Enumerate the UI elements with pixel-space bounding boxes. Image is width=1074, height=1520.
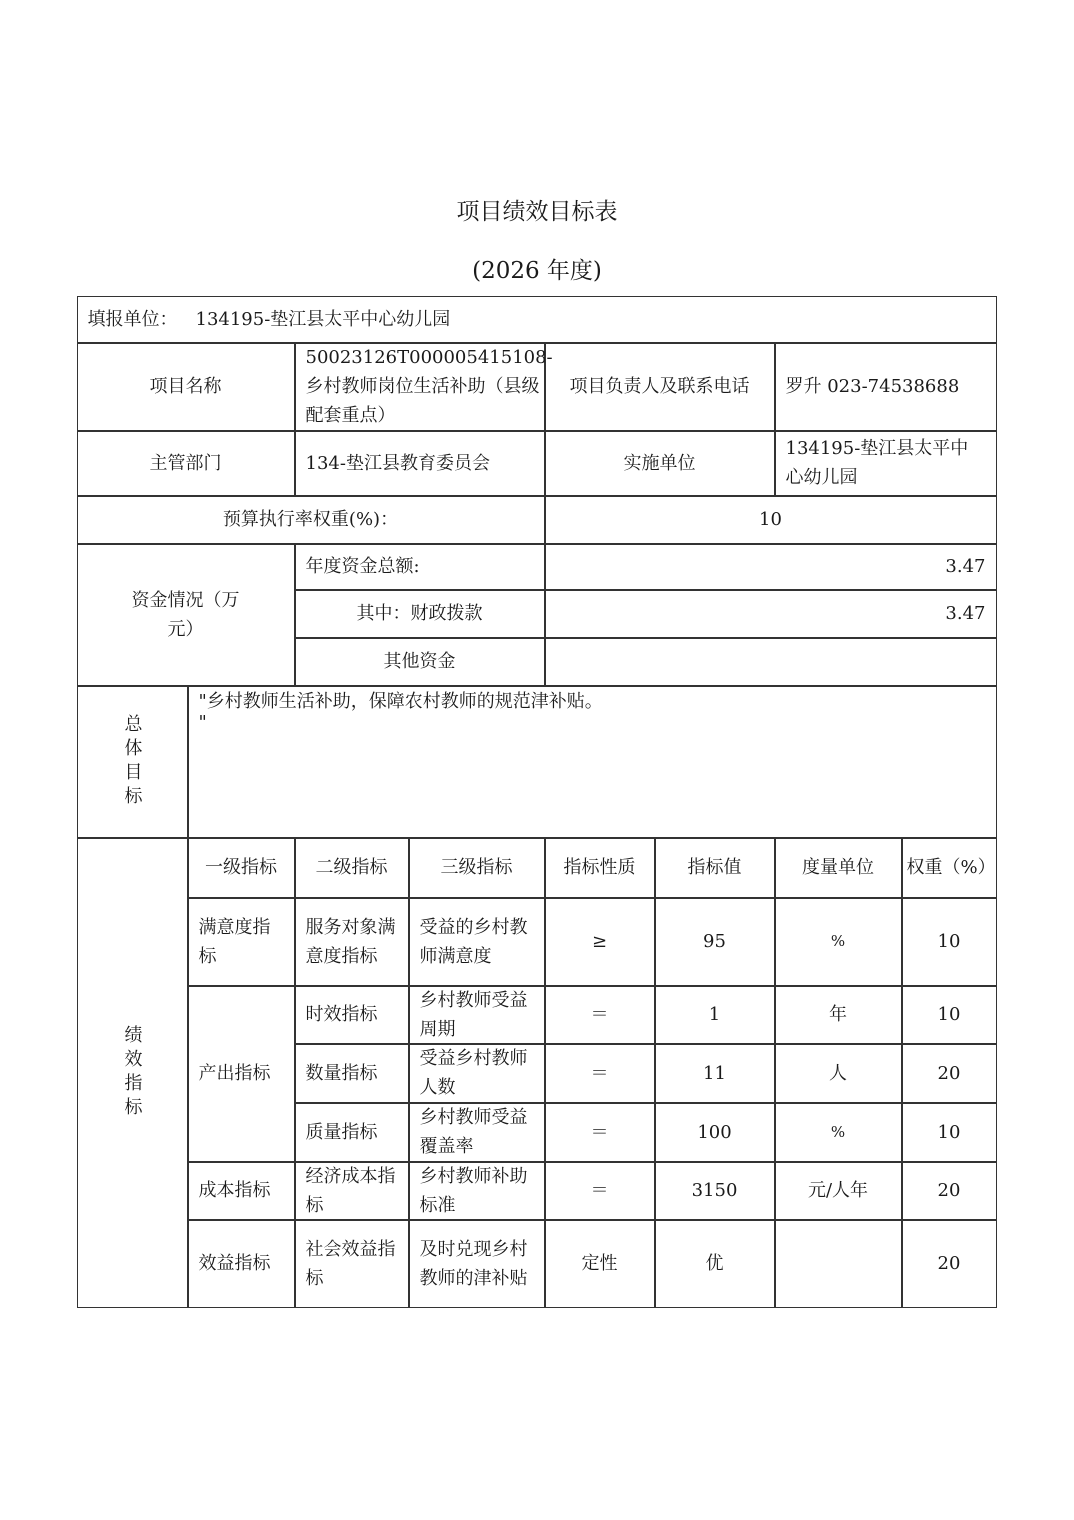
perf-row-unit <box>775 1220 902 1308</box>
dept-value: 134-垫江县教育委员会 <box>295 431 545 496</box>
goal-text: "乡村教师生活补助，保障农村教师的规范津补贴。 " <box>188 686 997 838</box>
perf-header-l3: 三级指标 <box>409 838 545 898</box>
goal-label <box>77 686 188 838</box>
perf-header-l1: 一级指标 <box>188 838 295 898</box>
funds-other-label: 其他资金 <box>295 638 545 686</box>
perf-label <box>77 838 188 1308</box>
dept-label: 主管部门 <box>77 431 295 496</box>
perf-row-value: 100 <box>655 1103 775 1162</box>
perf-row-weight: 10 <box>902 1103 997 1162</box>
perf-row-l2: 数量指标 <box>295 1044 409 1103</box>
perf-row-l1: 满意度指标 <box>188 898 295 986</box>
perf-row-unit: 年 <box>775 986 902 1044</box>
perf-row-value: 3150 <box>655 1162 775 1220</box>
impl-unit-label: 实施单位 <box>545 431 775 496</box>
perf-group-output: 产出指标 <box>188 986 295 1162</box>
funds-fiscal-label: 其中：财政拨款 <box>295 590 545 638</box>
project-name-label: 项目名称 <box>77 343 295 431</box>
perf-header-l2: 二级指标 <box>295 838 409 898</box>
goal-label-text: 总体目标 <box>121 713 143 810</box>
perf-row-value: 优 <box>655 1220 775 1308</box>
perf-row-l3: 受益乡村教师人数 <box>409 1044 545 1103</box>
funds-total-label: 年度资金总额: <box>295 544 545 590</box>
filler-row <box>77 296 997 343</box>
perf-row-l3: 受益的乡村教师满意度 <box>409 898 545 986</box>
perf-row-l1: 效益指标 <box>188 1220 295 1308</box>
perf-row-value: 95 <box>655 898 775 986</box>
page-title: 项目绩效目标表 <box>456 199 618 225</box>
performance-table <box>77 296 997 1308</box>
funds-total-value: 3.47 <box>545 544 997 590</box>
perf-row-unit: 人 <box>775 1044 902 1103</box>
perf-header-value: 指标值 <box>655 838 775 898</box>
perf-row-l2: 服务对象满意度指标 <box>295 898 409 986</box>
perf-row-weight: 20 <box>902 1220 997 1308</box>
perf-row-weight: 20 <box>902 1162 997 1220</box>
perf-row-l2: 时效指标 <box>295 986 409 1044</box>
perf-header-weight: 权重（%） <box>902 838 997 898</box>
page-subtitle-year: (2026 年度) <box>472 258 602 284</box>
perf-row-nature: ＝ <box>545 1103 655 1162</box>
perf-row-unit: % <box>775 898 902 986</box>
perf-row-value: 1 <box>655 986 775 1044</box>
project-contact-label: 项目负责人及联系电话 <box>545 343 775 431</box>
perf-row-nature: ＝ <box>545 1162 655 1220</box>
funds-label: 资金情况（万元） <box>77 544 295 686</box>
perf-row-nature: ＝ <box>545 986 655 1044</box>
perf-row-nature: 定性 <box>545 1220 655 1308</box>
project-name-value: 50023126T000005415108-乡村教师岗位生活补助（县级配套重点） <box>295 343 545 431</box>
perf-row-value: 11 <box>655 1044 775 1103</box>
budget-weight-value: 10 <box>545 496 997 544</box>
perf-row-l3: 乡村教师补助标准 <box>409 1162 545 1220</box>
perf-label-text: 绩效指标 <box>121 1024 143 1121</box>
budget-weight-label: 预算执行率权重(%)： <box>77 496 545 544</box>
perf-row-nature: ＝ <box>545 1044 655 1103</box>
filler-label: 填报单位： <box>87 308 178 330</box>
perf-header-nature: 指标性质 <box>545 838 655 898</box>
project-contact-value: 罗升 023-74538688 <box>775 343 997 431</box>
filler-value: 134195-垫江县太平中心幼儿园 <box>195 308 451 330</box>
perf-row-l1: 成本指标 <box>188 1162 295 1220</box>
perf-row-unit: % <box>775 1103 902 1162</box>
perf-row-l3: 乡村教师受益周期 <box>409 986 545 1044</box>
perf-row-l3: 及时兑现乡村教师的津补贴 <box>409 1220 545 1308</box>
perf-header-unit: 度量单位 <box>775 838 902 898</box>
perf-row-unit: 元/人年 <box>775 1162 902 1220</box>
perf-row-weight: 10 <box>902 898 997 986</box>
perf-row-nature: ≥ <box>545 898 655 986</box>
perf-row-l2: 社会效益指标 <box>295 1220 409 1308</box>
perf-row-l3: 乡村教师受益覆盖率 <box>409 1103 545 1162</box>
perf-row-l2: 经济成本指标 <box>295 1162 409 1220</box>
perf-row-weight: 20 <box>902 1044 997 1103</box>
perf-row-weight: 10 <box>902 986 997 1044</box>
impl-unit-value: 134195-垫江县太平中心幼儿园 <box>775 431 997 496</box>
perf-row-l2: 质量指标 <box>295 1103 409 1162</box>
funds-other-value <box>545 638 997 686</box>
funds-fiscal-value: 3.47 <box>545 590 997 638</box>
